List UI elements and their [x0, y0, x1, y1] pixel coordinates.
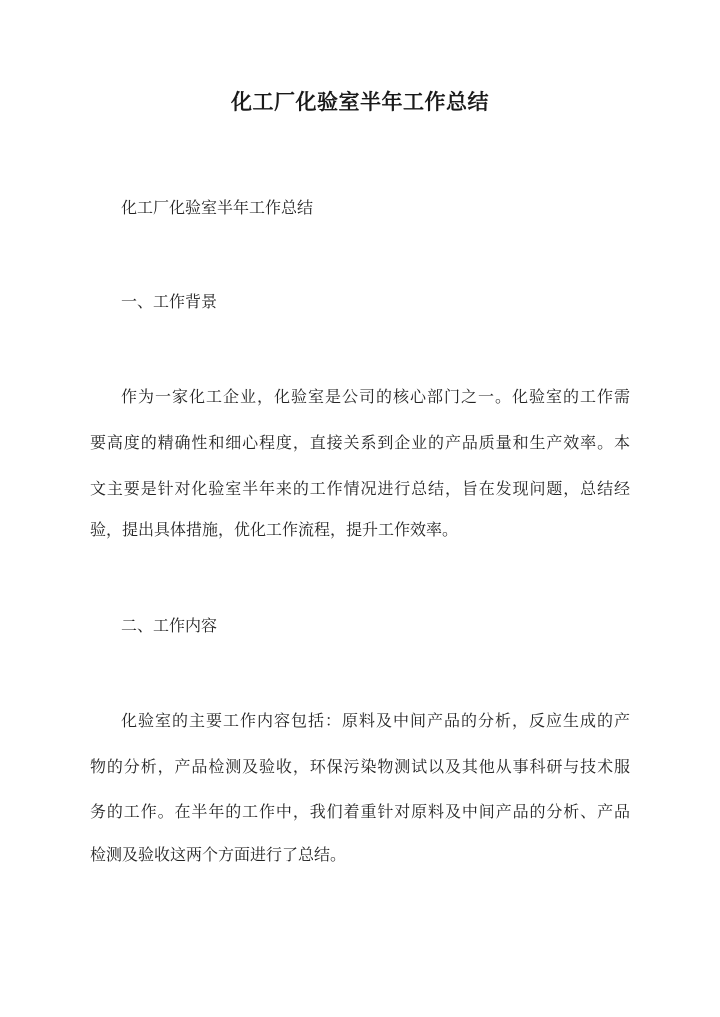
- paragraph-line: 物的分析，产品检测及验收，环保污染物测试以及其他从事科研与技术服: [90, 757, 630, 776]
- document-title: 化工厂化验室半年工作总结: [231, 89, 489, 114]
- paragraph-line: 化验室的主要工作内容包括：原料及中间产品的分析，反应生成的产: [121, 711, 630, 730]
- document-subtitle: 化工厂化验室半年工作总结: [121, 198, 314, 217]
- paragraph-line: 检测及验收这两个方面进行了总结。: [90, 845, 347, 864]
- paragraph-line: 务的工作。在半年的工作中，我们着重针对原料及中间产品的分析、产品: [90, 802, 630, 821]
- paragraph-line: 文主要是针对化验室半年来的工作情况进行总结，旨在发现问题，总结经: [90, 479, 630, 498]
- paragraph-line: 验，提出具体措施，优化工作流程，提升工作效率。: [90, 520, 459, 539]
- paragraph-line: 要高度的精确性和细心程度，直接关系到企业的产品质量和生产效率。本: [90, 433, 630, 452]
- paragraph-line: 作为一家化工企业，化验室是公司的核心部门之一。化验室的工作需: [121, 387, 630, 406]
- section-heading-background: 一、工作背景: [121, 292, 218, 311]
- section-heading-content: 二、工作内容: [121, 616, 218, 635]
